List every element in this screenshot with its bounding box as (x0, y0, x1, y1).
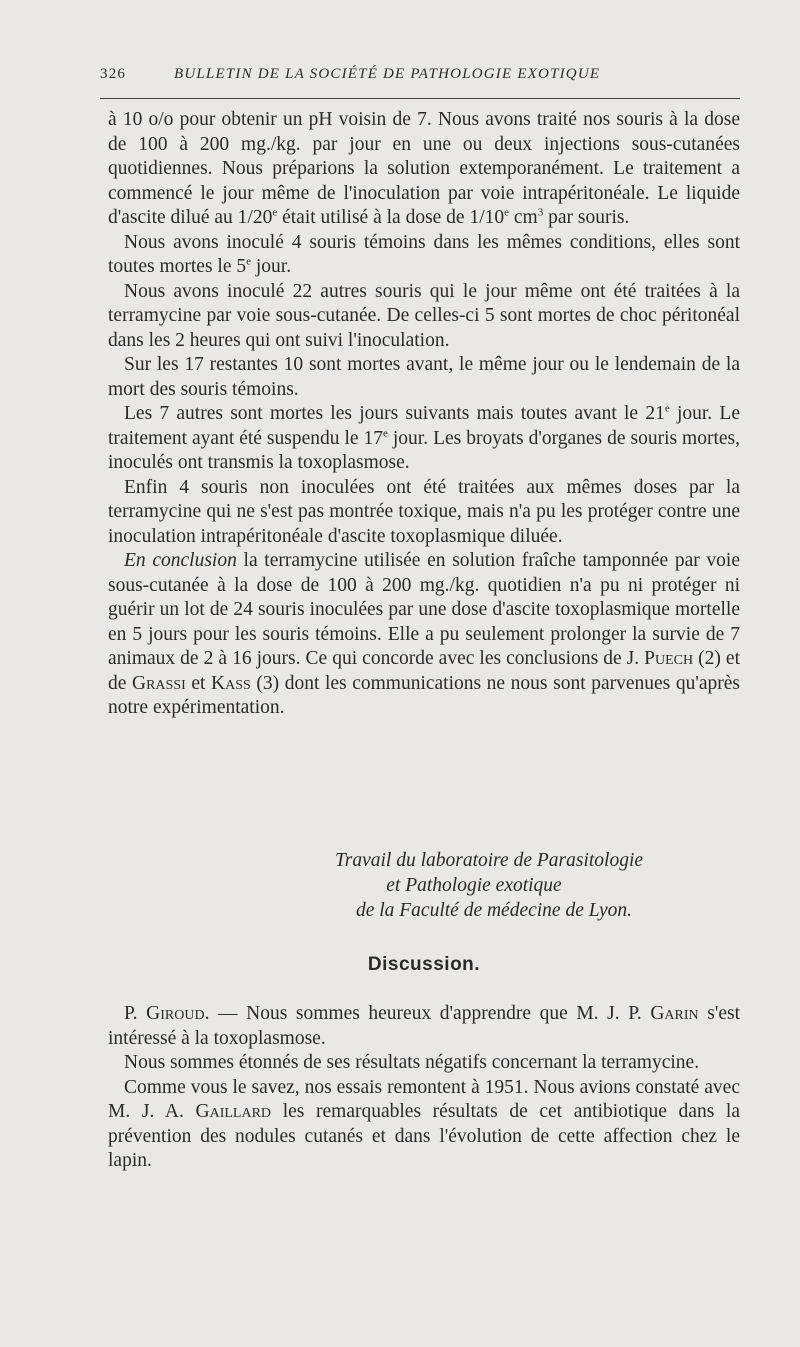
affiliation-signature (108, 848, 740, 923)
paragraph-5: Les 7 autres sont mortes les jours suivants mais toutes avant le 21e jour. Le traitement ayant été suspendu le 17e jour. Les broyats d'organes de souris mortes, inoculés ont transmis la toxoplasmose. (108, 402, 740, 473)
discussion-paragraph-2: Nous sommes étonnés de ses résultats négatifs concernant la terramycine. (124, 1052, 700, 1073)
signature-line-2: et Pathologie exotique (386, 875, 562, 896)
running-title: BULLETIN DE LA SOCIÉTÉ DE PATHOLOGIE EXOTIQUE (174, 66, 601, 82)
paragraph-4: Sur les 17 restantes 10 sont mortes avant, le même jour ou le lendemain de la mort des souris témoins. (108, 354, 740, 400)
discussion-paragraph-1: P. Giroud. — Nous sommes heureux d'apprendre que M. J. P. Garin s'est intéressé à la toxoplasmose. (108, 1003, 741, 1049)
paragraph-2: Nous avons inoculé 4 souris témoins dans les mêmes conditions, elles sont toutes mortes le 5e jour. (108, 231, 740, 277)
paragraph-1: à 10 o/o pour obtenir un pH voisin de 7. Nous avons traité nos souris à la dose de 100 à 200 mg./kg. par jour en une ou deux injections sous-cutanées quotidiennes. Nous préparions la solution extemporanément. Le traitement a commencé le jour même de l'inoculation par voie intrapéritonéale. Le liquide d'ascite dilué au 1/20e était utilisé à la dose de 1/10e $cm^3$ par souris. (108, 109, 740, 228)
discussion-heading: Discussion. (367, 954, 481, 975)
header-rule (100, 98, 740, 99)
discussion-paragraph-3: Comme vous le savez, nos essais remontent à 1951. Nous avions constaté avec M. J. A. Gaillard les remarquables résultats de cet antibiotique dans la prévention des nodules cutanés et dans l'évolution de cette affection chez le lapin. (108, 1076, 741, 1171)
page-number: 326 (100, 66, 127, 82)
signature-line-1: Travail du laboratoire de Parasitologie (334, 850, 644, 871)
signature-line-3: de la Faculté de médecine de Lyon. (355, 900, 633, 921)
discussion-body (108, 1002, 740, 1174)
paragraph-3: Nous avons inoculé 22 autres souris qui le jour même ont été traitées à la terramycine par voie sous-cutanée. De celles-ci 5 sont mortes de choc péritonéal dans les 2 heures qui ont suivi l'inoculation. (108, 280, 740, 351)
article-body (108, 108, 740, 721)
paragraph-conclusion: En conclusion la terramycine utilisée en solution fraîche tamponnée par voie sous-cutanée à la dose de 100 à 200 mg./kg. quotidien n'a pu ni protéger ni guérir un lot de 24 souris inoculées par une dose d'ascite toxoplasmique mortelle en 5 jours pour les souris témoins. Elle a pu seulement prolonger la survie de 7 animaux de 2 à 16 jours. Ce qui concorde avec les conclusions de J. Puech (2) et de Grassi et Kass (3) dont les communications ne nous sont parvenues qu'après notre expérimentation. (108, 550, 741, 718)
paragraph-6: Enfin 4 souris non inoculées ont été traitées aux mêmes doses par la terramycine qui ne s'est pas montrée toxique, mais n'a pu les protéger contre une inoculation intrapéritonéale d'ascite toxoplasmique diluée. (108, 476, 740, 547)
